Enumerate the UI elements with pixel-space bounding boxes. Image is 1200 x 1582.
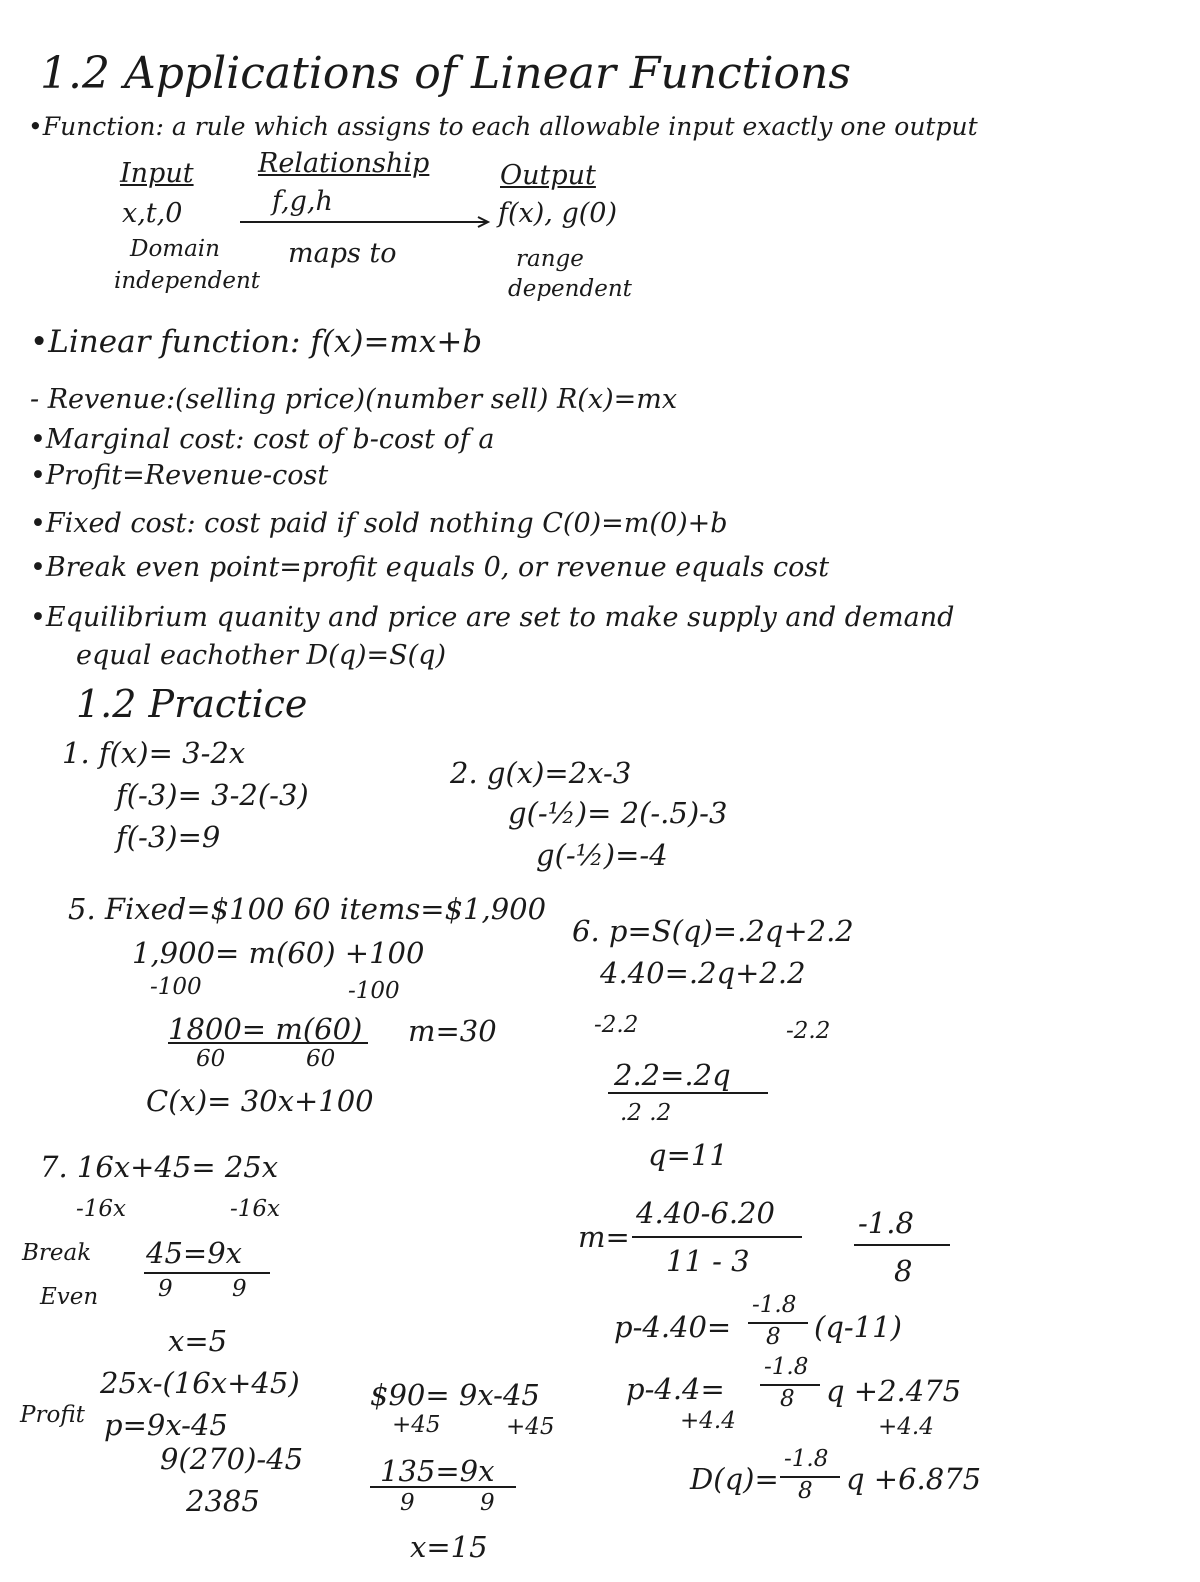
p7-subtract-right: -16x [230,1196,281,1222]
p5-fraction-num: 1800= m(60) [168,1012,363,1046]
diagram-rel-vars: f,g,h [272,186,333,217]
p5-subtract-right: -100 [348,978,400,1004]
p6-m-label: m= [578,1220,630,1254]
p5-den-left: 60 [196,1046,226,1072]
p5-subtract-left: -100 [150,974,202,1000]
definition-equilibrium: •Equilibrium quanity and price are set to make supply and demand [30,602,955,633]
p6-m-bar [632,1236,802,1238]
p6-side-num: -1.8 [858,1206,914,1240]
p7-even-label: Even [40,1284,99,1310]
p5-slope: m=30 [408,1014,497,1048]
p7-fraction-num: 45=9x [146,1236,243,1270]
p6-ps1-den: 8 [766,1324,781,1350]
p7-den-right: 9 [232,1276,247,1302]
diagram-domain: Domain [130,236,220,262]
p6-line-1: 6. p=S(q)=.2q+2.2 [572,914,854,948]
definition-fixed-cost: •Fixed cost: cost paid if sold nothing C(0)=m(0)+b [30,508,728,539]
p6-final-label: D(q)= [690,1462,779,1496]
p1-line-3: f(-3)=9 [116,820,221,854]
definition-marginal-cost: •Marginal cost: cost of b-cost of a [30,424,495,455]
p7-rev-num: 135=9x [380,1454,495,1488]
p6-m-num: 4.40-6.20 [636,1196,775,1230]
p2-line-2: g(-½)= 2(-.5)-3 [508,796,728,830]
definition-linear-function: •Linear function: f(x)=mx+b [30,324,483,360]
p6-ps1-num: -1.8 [752,1292,797,1318]
p7-x5: x=5 [168,1324,228,1358]
p6-ps2-den: 8 [780,1386,795,1412]
p6-add-left: +4.4 [680,1408,736,1434]
p7-rev-1: $90= 9x-45 [370,1378,540,1412]
p6-ps2-tail: q +2.475 [826,1374,962,1408]
p5-fraction-bar [168,1042,368,1044]
p6-final-num: -1.8 [784,1446,829,1472]
p2-line-3: g(-½)=-4 [536,838,668,872]
p6-side-den: 8 [894,1254,913,1288]
p7-rev-add-left: +45 [392,1412,441,1438]
maps-to-arrow-icon [240,214,500,230]
p6-point-slope-1: p-4.40= [614,1310,732,1344]
diagram-input-header: Input [120,158,194,189]
definition-break-even: •Break even point=profit equals 0, or revenue equals cost [30,552,830,583]
diagram-output-header: Output [500,160,596,191]
page-title: 1.2 Applications of Linear Functions [40,48,851,99]
p7-rev-den-right: 9 [480,1490,495,1516]
p7-break-label: Break [22,1240,92,1266]
practice-title: 1.2 Practice [76,682,308,726]
p5-den-right: 60 [306,1046,336,1072]
definition-revenue: - Revenue:(selling price)(number sell) R(x)=mx [30,384,678,415]
diagram-dependent: dependent [508,276,632,302]
p6-side-bar [854,1244,950,1246]
p6-m-den: 11 - 3 [666,1244,750,1278]
p7-line-1: 7. 16x+45= 25x [40,1150,279,1184]
p7-profit-3: 9(270)-45 [160,1442,304,1476]
p7-rev-den-left: 9 [400,1490,415,1516]
p6-final-den: 8 [798,1478,813,1504]
p7-rev-add-right: +45 [506,1414,555,1440]
p7-profit-4: 2385 [186,1484,260,1518]
diagram-maps-to: maps to [288,238,397,269]
diagram-output-vars: f(x), g(0) [498,198,617,229]
p6-final-tail: q +6.875 [846,1462,982,1496]
p7-profit-label: Profit [20,1402,85,1428]
p1-line-1: 1. f(x)= 3-2x [62,736,246,770]
function-definition: •Function: a rule which assigns to each allowable input exactly one output [28,112,978,141]
p7-subtract-left: -16x [76,1196,127,1222]
p6-add-right: +4.4 [878,1414,934,1440]
diagram-range: range [516,246,584,272]
p6-fraction-den: .2 .2 [620,1100,672,1126]
definition-profit: •Profit=Revenue-cost [30,460,329,491]
diagram-independent: independent [114,268,261,294]
p7-fraction-bar [144,1272,270,1274]
p1-line-2: f(-3)= 3-2(-3) [116,778,309,812]
p6-point-slope-2: p-4.4= [626,1372,725,1406]
p7-x15: x=15 [410,1530,488,1564]
p6-line-2: 4.40=.2q+2.2 [600,956,806,990]
p5-line-2: 1,900= m(60) +100 [132,936,425,970]
p7-rev-bar [370,1486,516,1488]
p6-fraction-bar [608,1092,768,1094]
p5-line-1: 5. Fixed=$100 60 items=$1,900 [68,892,547,926]
p7-den-left: 9 [158,1276,173,1302]
diagram-input-vars: x,t,0 [122,198,183,229]
p6-ps1-tail: (q-11) [814,1310,902,1344]
p6-subtract-right: -2.2 [786,1018,831,1044]
p6-subtract-left: -2.2 [594,1012,639,1038]
p6-q-result: q=11 [648,1138,728,1172]
p6-ps2-num: -1.8 [764,1354,809,1380]
p5-result: C(x)= 30x+100 [146,1084,374,1118]
diagram-relationship-header: Relationship [258,148,430,179]
p2-line-1: 2. g(x)=2x-3 [450,756,632,790]
p7-profit-2: p=9x-45 [104,1408,228,1442]
p7-profit-1: 25x-(16x+45) [100,1366,300,1400]
p6-fraction-num: 2.2=.2q [614,1058,731,1092]
definition-equilibrium-cont: equal eachother D(q)=S(q) [76,640,446,671]
